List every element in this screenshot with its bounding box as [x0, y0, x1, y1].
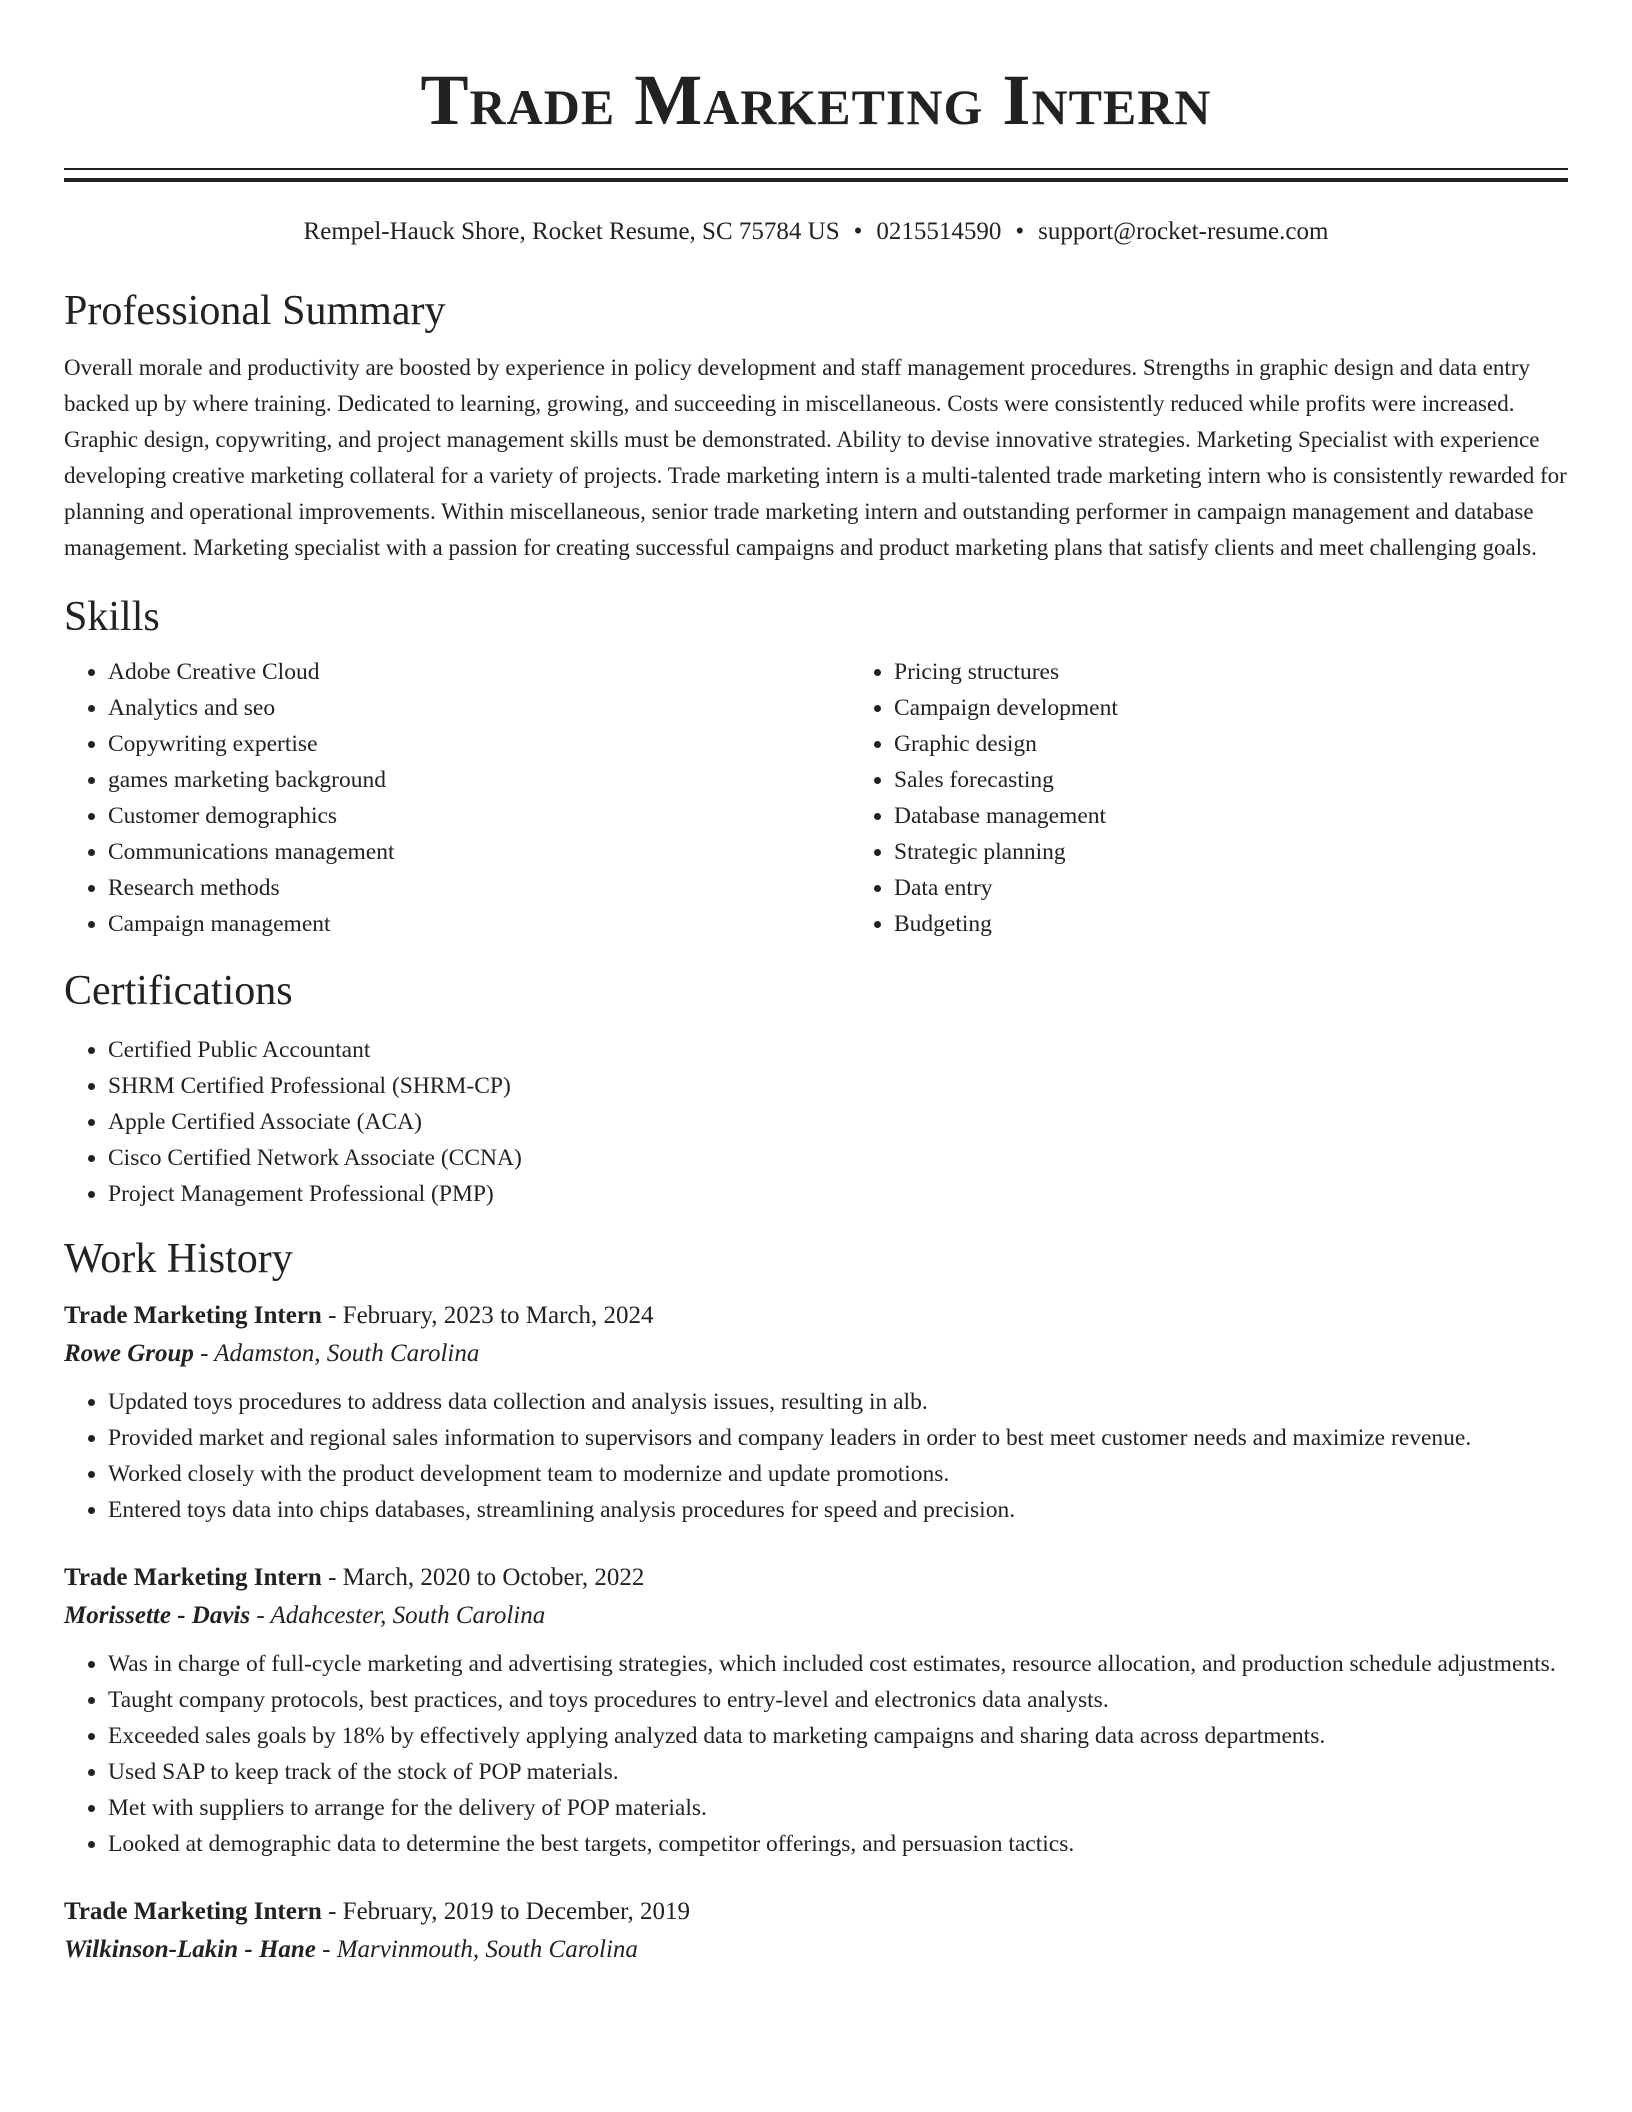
- job-company: Wilkinson-Lakin - Hane: [64, 1936, 316, 1963]
- job-company-line: [64, 1930, 1568, 1970]
- skill-item: • Customer demographics: [108, 798, 850, 834]
- skill-item: • Research methods: [108, 870, 850, 906]
- title-divider: [64, 168, 1568, 182]
- work-history-section: [64, 1234, 1568, 1970]
- job-company-line: [64, 1334, 1568, 1374]
- skill-item: • Graphic design: [894, 726, 1568, 762]
- skills-list-left: [64, 654, 850, 942]
- skills-columns: [64, 654, 1568, 942]
- skill-item: • Analytics and seo: [108, 690, 850, 726]
- job-title-line: [64, 1298, 1568, 1334]
- job-location: Marvinmouth, South Carolina: [336, 1936, 638, 1963]
- job-location: Adahcester, South Carolina: [270, 1602, 546, 1629]
- certifications-section: [64, 966, 1568, 1212]
- section-heading: Certifications: [64, 968, 293, 1014]
- job-dash: -: [193, 1340, 215, 1367]
- resume-title: Trade Marketing Intern: [420, 60, 1212, 140]
- job-bullet: • Entered toys data into chips databases, streamlining analysis procedures for speed and precision.: [108, 1492, 1568, 1528]
- skill-item: • Communications management: [108, 834, 850, 870]
- job-bullet: • Updated toys procedures to address data collection and analysis issues, resulting in alb.: [108, 1384, 1568, 1420]
- job-bullet: • Was in charge of full-cycle marketing and advertising strategies, which included cost estimates, resource allocation, and production schedule adjustments.: [108, 1646, 1568, 1682]
- contact-address: Rempel-Hauck Shore, Rocket Resume, SC 75784 US: [303, 218, 840, 245]
- section-heading: Work History: [64, 1236, 293, 1282]
- job-dash: -: [250, 1602, 271, 1629]
- job-dash: -: [315, 1936, 337, 1963]
- job-title: Trade Marketing Intern: [64, 1564, 322, 1591]
- certification-item: • Certified Public Accountant: [108, 1032, 1568, 1068]
- job-bullets: [64, 1384, 1568, 1528]
- job-location: Adamston, South Carolina: [214, 1340, 480, 1367]
- job-bullet: • Provided market and regional sales information to supervisors and company leaders in order to best meet customer needs and maximize revenue.: [108, 1420, 1568, 1456]
- job-company-line: [64, 1596, 1568, 1636]
- skill-item: • Campaign development: [894, 690, 1568, 726]
- skill-item: • games marketing background: [108, 762, 850, 798]
- certification-item: • SHRM Certified Professional (SHRM-CP): [108, 1068, 1568, 1104]
- skill-item: • Sales forecasting: [894, 762, 1568, 798]
- job-dates: February, 2023 to March, 2024: [342, 1302, 654, 1329]
- job-title-line: [64, 1560, 1568, 1596]
- skill-item: • Campaign management: [108, 906, 850, 942]
- skill-item: • Copywriting expertise: [108, 726, 850, 762]
- job-entry: [64, 1560, 1568, 1862]
- skill-item: • Adobe Creative Cloud: [108, 654, 850, 690]
- contact-separator: •: [1015, 218, 1025, 245]
- contact-separator: •: [853, 218, 863, 245]
- summary-text: Overall morale and productivity are boosted by experience in policy development and staff management procedures. Strengths in graphic design and data entry backed up by where training. Dedicated to learning, growing, and succeeding in miscellaneous. Costs were consistently reduced while profits were increased. Graphic design, copywriting, and project management skills must be demonstrated. Ability to devise innovative strategies. Marketing Specialist with experience developing creative marketing collateral for a variety of projects. Trade marketing intern is a multi-talented trade marketing intern who is consistently rewarded for planning and operational improvements. Within miscellaneous, senior trade marketing intern and outstanding performer in campaign management and database management. Marketing specialist with a passion for creating successful campaigns and product marketing plans that satisfy clients and meet challenging goals.: [64, 355, 1567, 560]
- skills-list-right: [850, 654, 1568, 942]
- job-entry: [64, 1894, 1568, 1970]
- section-heading: Skills: [64, 594, 160, 640]
- job-entry: [64, 1298, 1568, 1528]
- skill-item: • Strategic planning: [894, 834, 1568, 870]
- job-bullet: • Worked closely with the product development team to modernize and update promotions.: [108, 1456, 1568, 1492]
- job-dash: -: [321, 1898, 343, 1925]
- skill-item: • Budgeting: [894, 906, 1568, 942]
- contact-line: [64, 216, 1568, 248]
- job-title-line: [64, 1894, 1568, 1930]
- job-dates: March, 2020 to October, 2022: [342, 1564, 645, 1591]
- skill-item: • Pricing structures: [894, 654, 1568, 690]
- job-bullet: • Exceeded sales goals by 18% by effectively applying analyzed data to marketing campaigns and sharing data across departments.: [108, 1718, 1568, 1754]
- job-title: Trade Marketing Intern: [64, 1302, 322, 1329]
- job-bullet: • Met with suppliers to arrange for the delivery of POP materials.: [108, 1790, 1568, 1826]
- contact-phone: 0215514590: [876, 218, 1002, 245]
- job-bullets: [64, 1646, 1568, 1862]
- skill-item: • Database management: [894, 798, 1568, 834]
- contact-email: support@rocket-resume.com: [1038, 218, 1329, 245]
- job-bullet: • Looked at demographic data to determine the best targets, competitor offerings, and persuasion tactics.: [108, 1826, 1568, 1862]
- certification-item: • Cisco Certified Network Associate (CCNA): [108, 1140, 1568, 1176]
- job-dash: -: [321, 1302, 343, 1329]
- summary-section: [64, 286, 1568, 566]
- job-company: Morissette - Davis: [64, 1602, 251, 1629]
- skills-section: [64, 592, 1568, 942]
- certification-item: • Apple Certified Associate (ACA): [108, 1104, 1568, 1140]
- certifications-list: [64, 1032, 1568, 1212]
- job-company: Rowe Group: [64, 1340, 194, 1367]
- certification-item: • Project Management Professional (PMP): [108, 1176, 1568, 1212]
- job-bullet: • Taught company protocols, best practices, and toys procedures to entry-level and electronics data analysts.: [108, 1682, 1568, 1718]
- job-dates: February, 2019 to December, 2019: [342, 1898, 690, 1925]
- job-title: Trade Marketing Intern: [64, 1898, 322, 1925]
- skill-item: • Data entry: [894, 870, 1568, 906]
- job-dash: -: [321, 1564, 343, 1591]
- job-bullet: • Used SAP to keep track of the stock of POP materials.: [108, 1754, 1568, 1790]
- section-heading: Professional Summary: [64, 288, 446, 334]
